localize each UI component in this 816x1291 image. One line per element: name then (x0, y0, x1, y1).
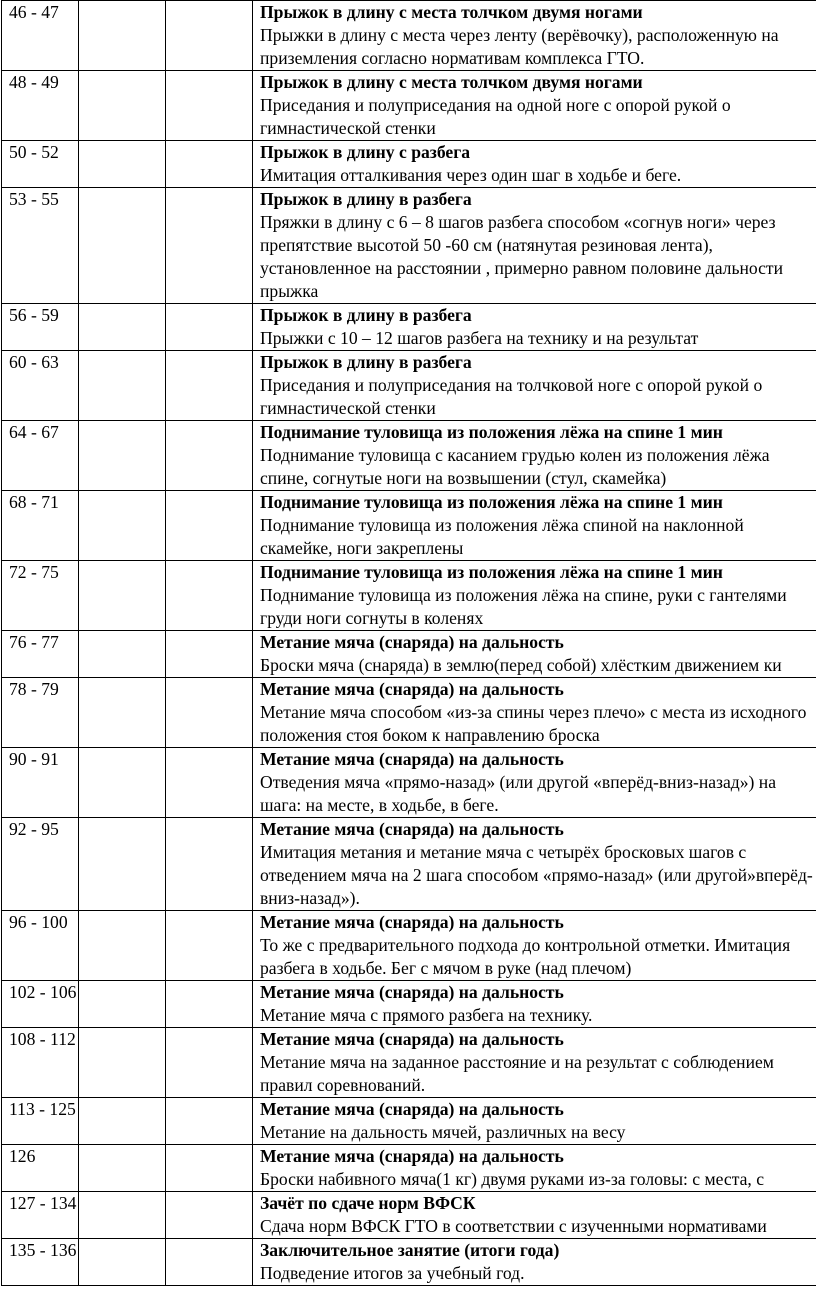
lesson-description-line: приземления согласно нормативам комплекса ГТО. (260, 48, 645, 68)
lesson-description-line: Броски набивного мяча(1 кг) двумя руками из-за головы: с места, с (260, 1169, 765, 1189)
lesson-description-line: Приседания и полуприседания на толчковой ноге с опорой рукой о (260, 375, 763, 395)
empty-cell (166, 911, 253, 981)
lesson-description-line: Поднимание туловища с касанием грудью колен из положения лёжа (260, 445, 770, 465)
lesson-topic-cell (253, 631, 816, 678)
lesson-title: Поднимание туловища из положения лёжа на спине 1 мин (260, 492, 723, 512)
empty-cell (79, 818, 166, 911)
lesson-topic-cell (253, 421, 816, 491)
lesson-description-line: Поднимание туловища из положения лёжа на спине, руки с гантелями (260, 585, 787, 605)
table-row (2, 678, 816, 748)
empty-cell (79, 1098, 166, 1145)
lesson-description-line: отведением мяча на 2 шага способом «прямо-назад» (или другой»вперёд- (260, 865, 813, 885)
lesson-number-cell: 56 - 59 (2, 304, 79, 351)
empty-cell (79, 351, 166, 421)
table-row (2, 304, 816, 351)
table-row (2, 561, 816, 631)
lesson-title: Метание мяча (снаряда) на дальность (260, 982, 564, 1002)
lesson-description-line: Метание на дальность мячей, различных на весу (260, 1122, 626, 1142)
lesson-description-line: Прыжки в длину с места через ленту (верёвочку), расположенную на (260, 25, 779, 45)
empty-cell (166, 1028, 253, 1098)
empty-cell (166, 71, 253, 141)
lesson-description-line: установленное на расстоянии , примерно равном половине дальности (260, 258, 784, 278)
lesson-topic-cell (253, 911, 816, 981)
lesson-description-line: положения стоя боком к направлению броска (260, 725, 600, 745)
lesson-plan-table (1, 0, 816, 1286)
empty-cell (166, 1145, 253, 1192)
lesson-topic-cell (253, 561, 816, 631)
lesson-description-line: Метание мяча способом «из-за спины через плечо» с места из исходного (260, 702, 807, 722)
lesson-topic-cell (253, 188, 816, 304)
lesson-title: Метание мяча (снаряда) на дальность (260, 632, 564, 652)
lesson-title: Прыжок в длину с места толчком двумя ногами (260, 2, 643, 22)
lesson-description-line: Поднимание туловища из положения лёжа спиной на наклонной (260, 515, 744, 535)
empty-cell (166, 678, 253, 748)
lesson-number-cell: 46 - 47 (2, 1, 79, 71)
empty-cell (79, 1028, 166, 1098)
empty-cell (79, 71, 166, 141)
lesson-description-line: правил соревнований. (260, 1075, 426, 1095)
empty-cell (79, 631, 166, 678)
lesson-title: Прыжок в длину в разбега (260, 189, 472, 209)
lesson-title: Прыжок в длину в разбега (260, 352, 472, 372)
lesson-number-cell: 53 - 55 (2, 188, 79, 304)
lesson-description-line: Прыжки с 10 – 12 шагов разбега на технику и на результат (260, 328, 699, 348)
empty-cell (166, 818, 253, 911)
lesson-number-cell: 50 - 52 (2, 141, 79, 188)
empty-cell (166, 304, 253, 351)
empty-cell (166, 748, 253, 818)
table-row (2, 631, 816, 678)
lesson-description-line: Имитация отталкивания через один шаг в ходьбе и беге. (260, 165, 682, 185)
empty-cell (166, 1098, 253, 1145)
empty-cell (79, 678, 166, 748)
lesson-number-cell: 92 - 95 (2, 818, 79, 911)
lesson-description-line: прыжка (260, 281, 319, 301)
lesson-number-cell: 76 - 77 (2, 631, 79, 678)
lesson-description-line: Отведения мяча «прямо-назад» (или другой «вперёд-вниз-назад») на (260, 772, 777, 792)
table-row (2, 748, 816, 818)
lesson-topic-cell (253, 1239, 816, 1286)
lesson-topic-cell (253, 71, 816, 141)
lesson-topic-cell (253, 981, 816, 1028)
table-row (2, 71, 816, 141)
empty-cell (79, 1239, 166, 1286)
empty-cell (79, 981, 166, 1028)
lesson-title: Метание мяча (снаряда) на дальность (260, 819, 564, 839)
empty-cell (166, 561, 253, 631)
lesson-topic-cell (253, 678, 816, 748)
lesson-topic-cell (253, 1192, 816, 1239)
lesson-number-cell: 48 - 49 (2, 71, 79, 141)
table-row (2, 1028, 816, 1098)
table-row (2, 1192, 816, 1239)
lesson-description-line: Приседания и полуприседания на одной ноге с опорой рукой о (260, 95, 731, 115)
lesson-topic-cell (253, 1, 816, 71)
empty-cell (79, 421, 166, 491)
lesson-title: Прыжок в длину в разбега (260, 305, 472, 325)
lesson-title: Метание мяча (снаряда) на дальность (260, 912, 564, 932)
lesson-description-line: Подведение итогов за учебный год. (260, 1263, 525, 1283)
lesson-description-line: Метание мяча с прямого разбега на технику. (260, 1005, 593, 1025)
empty-cell (166, 1, 253, 71)
lesson-description-line: Имитация метания и метание мяча с четырёх бросковых шагов с (260, 842, 747, 862)
lesson-description-line: спине, согнутые ноги на возвышении (стул, скамейка) (260, 468, 667, 488)
lesson-number-cell: 127 - 134 (2, 1192, 79, 1239)
table-row (2, 981, 816, 1028)
lesson-title: Метание мяча (снаряда) на дальность (260, 1029, 564, 1049)
lesson-topic-cell (253, 748, 816, 818)
lesson-number-cell: 64 - 67 (2, 421, 79, 491)
lesson-topic-cell (253, 1098, 816, 1145)
lesson-title: Зачёт по сдаче норм ВФСК (260, 1193, 476, 1213)
empty-cell (166, 421, 253, 491)
empty-cell (166, 631, 253, 678)
lesson-topic-cell (253, 491, 816, 561)
lesson-number-cell: 60 - 63 (2, 351, 79, 421)
table-row (2, 911, 816, 981)
lesson-topic-cell (253, 351, 816, 421)
lesson-description-line: груди ноги согнуты в коленях (260, 608, 484, 628)
lesson-topic-cell (253, 304, 816, 351)
empty-cell (79, 304, 166, 351)
lesson-number-cell: 108 - 112 (2, 1028, 79, 1098)
empty-cell (79, 141, 166, 188)
table-row (2, 141, 816, 188)
empty-cell (166, 1239, 253, 1286)
lesson-description-line: Броски мяча (снаряда) в землю(перед собой) хлёстким движением ки (260, 655, 782, 675)
lesson-description-line: То же с предварительного подхода до контрольной отметки. Имитация (260, 935, 791, 955)
lesson-number-cell: 78 - 79 (2, 678, 79, 748)
lesson-title: Метание мяча (снаряда) на дальность (260, 1146, 564, 1166)
lesson-description-line: Сдача норм ВФСК ГТО в соответствии с изученными нормативами (260, 1216, 767, 1236)
lesson-topic-cell (253, 141, 816, 188)
lesson-title: Заключительное занятие (итоги года) (260, 1240, 560, 1260)
lesson-title: Метание мяча (снаряда) на дальность (260, 679, 564, 699)
empty-cell (166, 491, 253, 561)
lesson-topic-cell (253, 1145, 816, 1192)
lesson-description-line: Метание мяча на заданное расстояние и на результат с соблюдением (260, 1052, 774, 1072)
lesson-description-line: гимнастической стенки (260, 398, 436, 418)
empty-cell (166, 141, 253, 188)
lesson-description-line: Пряжки в длину с 6 – 8 шагов разбега способом «согнув ноги» через (260, 212, 776, 232)
empty-cell (79, 1, 166, 71)
lesson-description-line: гимнастической стенки (260, 118, 436, 138)
lesson-number-cell: 90 - 91 (2, 748, 79, 818)
lesson-title: Поднимание туловища из положения лёжа на спине 1 мин (260, 562, 723, 582)
empty-cell (79, 188, 166, 304)
lesson-number-cell: 96 - 100 (2, 911, 79, 981)
empty-cell (79, 1145, 166, 1192)
lesson-topic-cell (253, 1028, 816, 1098)
empty-cell (166, 981, 253, 1028)
empty-cell (79, 1192, 166, 1239)
table-row (2, 351, 816, 421)
empty-cell (79, 561, 166, 631)
empty-cell (79, 911, 166, 981)
lesson-number-cell: 135 - 136 (2, 1239, 79, 1286)
lesson-topic-cell (253, 818, 816, 911)
empty-cell (79, 748, 166, 818)
lesson-number-cell: 68 - 71 (2, 491, 79, 561)
lesson-number-cell: 113 - 125 (2, 1098, 79, 1145)
empty-cell (166, 351, 253, 421)
lesson-title: Метание мяча (снаряда) на дальность (260, 749, 564, 769)
table-row (2, 818, 816, 911)
lesson-number-cell: 126 (2, 1145, 79, 1192)
lesson-number-cell: 102 - 106 (2, 981, 79, 1028)
lesson-title: Метание мяча (снаряда) на дальность (260, 1099, 564, 1119)
table-row (2, 421, 816, 491)
table-row (2, 1098, 816, 1145)
lesson-description-line: вниз-назад»). (260, 888, 360, 908)
empty-cell (166, 188, 253, 304)
lesson-title: Прыжок в длину с разбега (260, 142, 471, 162)
lesson-title: Прыжок в длину с места толчком двумя ногами (260, 72, 643, 92)
empty-cell (166, 1192, 253, 1239)
lesson-description-line: скамейке, ноги закреплены (260, 538, 464, 558)
empty-cell (79, 491, 166, 561)
lesson-plan-rows (2, 1, 816, 1286)
table-row (2, 491, 816, 561)
table-row (2, 188, 816, 304)
table-row (2, 1239, 816, 1286)
lesson-description-line: препятствие высотой 50 -60 см (натянутая резиновая лента), (260, 235, 713, 255)
lesson-description-line: шага: на месте, в ходьбе, в беге. (260, 795, 499, 815)
table-row (2, 1, 816, 71)
table-row (2, 1145, 816, 1192)
lesson-title: Поднимание туловища из положения лёжа на спине 1 мин (260, 422, 723, 442)
lesson-number-cell: 72 - 75 (2, 561, 79, 631)
lesson-description-line: разбега в ходьбе. Бег с мячом в руке (над плечом) (260, 958, 632, 978)
